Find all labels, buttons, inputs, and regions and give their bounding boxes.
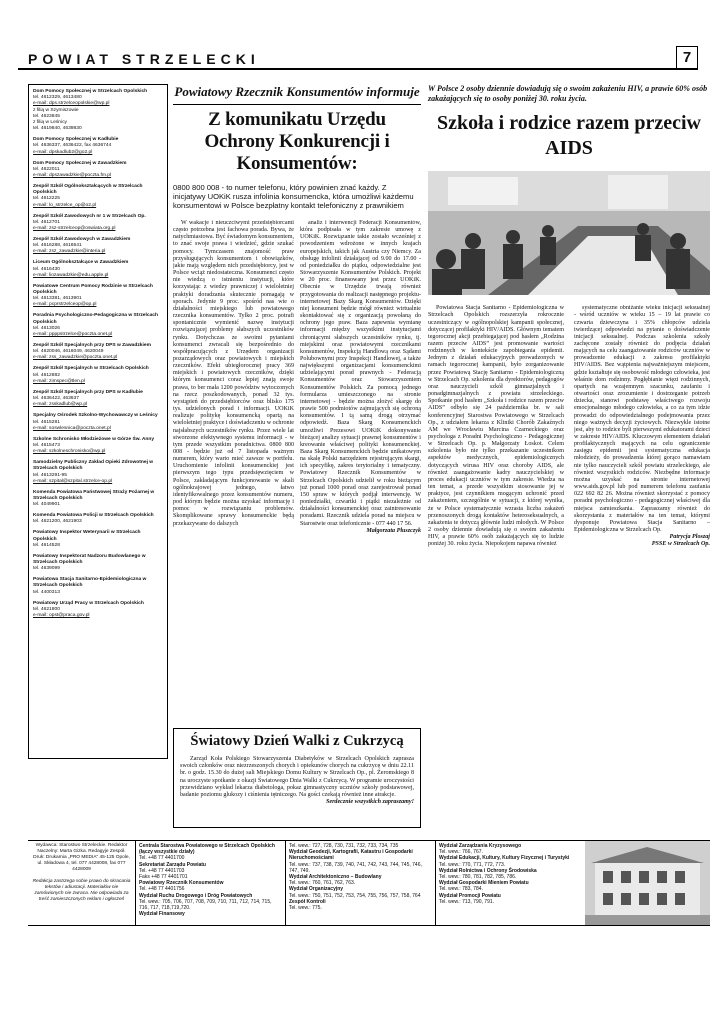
page-header [18,48,698,70]
directory-phone: tel. 4612882 [33,372,60,378]
diabetes-headline: Światowy Dzień Walki z Cukrzycą [190,733,404,749]
department-phones: Faks +48 77 4401701 [139,874,188,881]
directory-email[interactable]: e-mail: opst@praca.gov.pl [33,612,90,618]
diabetes-day-box [173,728,421,828]
department-name: Centrala Starostwa Powiatowego w Strzelcach Opolskich (łączy wszystkie działy) [139,843,275,856]
directory-entry-title: Zespół Szkół Ogólnokształcących w Strzelcach Opolskich [33,184,143,196]
article-headline: Z komunikatu Urzędu Ochrony Konkurencji i Konsumentów: [204,109,390,174]
aids-article [428,84,710,775]
directory-entry [33,554,163,573]
department-phones: Tel. wew.: 727, 728, 730, 731, 732, 733, 734, 735 [289,843,399,849]
directory-phone: tel. 4615281 [33,419,60,425]
directory-phone: tel. 4613381, 4613901 [33,296,82,302]
directory-entry [33,184,163,209]
directory-email[interactable]: e-mail: zsz_zawadzkie@interia.pl [33,249,106,255]
directory-entry-title: Specjalny Ośrodek Szkolno-Wychowawczy w Leśnicy [33,413,158,419]
article-lead: 0800 800 008 - to numer telefonu, który powinien znać każdy. Z inicjatywy UOKiK rusza infolinia konsumencka, która umożliwi każdemu konsumentowi w Polsce bezpłatny kontakt telefoniczny z prawnikiem [173,183,414,210]
phones-column-1 [136,841,286,925]
directory-entry-title: Samodzielny Publiczny Zakład Opieki Zdrowotnej w Strzelcach Opolskich [33,460,154,472]
directory-email[interactable]: e-mail: dpszawadzkie@poczta.fm.pl [33,173,112,179]
directory-entry-title: Liceum Ogólnokształcące w Zawadzkiem [33,260,129,266]
department-phones: Tel. wew.: 750, 751, 752, 753, 754, 755, 756, 757, 758, 764 [289,892,421,899]
directory-entry [33,89,163,132]
directory-entry [33,284,163,309]
directory-entry-title: Zespół Szkół Specjalnych przy DPS w Kadłubie [33,389,143,395]
directory-entry [33,237,163,256]
aids-column-2: systematyczne obniżanie wieku inicjacji seksualnej - wśród uczniów w wieku 15 – 19 lat prawie co czwarta dziewczyna i 35% chłopców udziela twierdzącej odpowiedzi na pytanie o doświadczenie inicjacji seksualnej. Podczas szkolenia szkoły zachęcone zostały również do podjęcia działań mających na celu zaangażowanie rodziców uczniów w prowadzenie edukacji z zakresu profilaktyki HIV/AIDS. Bez wątpienia najważniejszym miejscem, gdzie kształtuje się osobowość młodego człowieka, jest właśnie dom rodzinny. Pogłębianie więzi rodzinnych, opartych na wzajemnym szacunku, zaufaniu i otwartości oraz zrozumienie i dostrzeganie potrzeb dziecka, stanowi podstawę właściwego rozwoju emocjonalnego młodego człowieka, a co za tym idzie prowadzi do odpowiedzialnego podejmowania przez niego ważnych decyzji życiowych. Niezwykle istotne jest, aby to rodzice byli pierwszymi edukatorami dzieci w zakresie HIV/AIDS. Kluczowym elementem działań profilaktycznych mających na celu ograniczenie zasięgu epidemii jest systematyczna edukacja młodzieży, do prowadzenia której gorąco namawiam nie tylko nauczycieli szkół powiatu strzeleckiego, ale również wszystkich rodziców. Niezbędne informacje można uzyskać na stronie internetowej www.aids.gov.pl lub pod numerem telefonu zaufania 022 692 82 26. Można również skorzystać z pomocy poradni psychologiczno - pedagogicznej właściwej dla miejsca zamieszkania. Zapraszamy również do skorzystania z materiałów na ten temat, którymi dysponuje Powiatowa Stacja Sanitarno – Epidemiologiczna w Strzelcach Op. Patrycja Ploszaj PSSE w Strzelcach Op. [574,305,710,548]
department-name: Wydział Edukacji, Kultury, Kultury Fizycznej i Turystyki [439,855,570,862]
department-name: Wydział Finansowy [139,911,185,918]
department-phones: Tel. wew.: 713, 790, 791. [439,898,495,905]
directory-phone: tel. 4049901 [33,502,60,508]
building-photo-image [585,841,710,925]
section-title: POWIAT STRZELECKI [28,51,260,67]
department-name: Wydział Architektoniczno – Budowlany [289,874,382,881]
consumer-article [173,84,421,685]
directory-entry [33,577,163,596]
directory-email[interactable]: e-mail: zimspec@tlen.pl [33,378,85,384]
directory-email[interactable]: e-mail: szpital@szpital.strzelce-op.pl [33,478,113,484]
directory-entry-title: Powiatowy Inspektorat Nadzoru Budowlanego w Strzelcach Opolskich [33,553,146,565]
directory-email[interactable]: e-mail: pcprstrzelceop@op.pl [33,302,97,308]
directory-entry [33,490,163,509]
directory-entry [33,161,163,180]
department-name: Wydział Ruchu Drogowego i Dróg Powiatowych [139,892,253,899]
directory-email[interactable]: e-mail: soswlesnica@poczta.onet.pl [33,425,111,431]
directory-entry-title: Dom Pomocy Społecznej w Kadłubie [33,137,119,143]
directory-entry-title: Zespół Szkół Specjalnych w Strzelcach Opolskich [33,366,149,372]
page-number: 7 [676,46,698,70]
directory-entry [33,366,163,385]
directory-phone: tel. 4616288, 4616541 [33,243,82,249]
footer-contacts [28,840,710,926]
directory-email[interactable]: e-mail: ppppstrzelce@poczta.onet.pl [33,332,113,338]
directory-entry [33,460,163,485]
directory-entry-title: Powiatowy Urząd Pracy w Strzelcach Opolskich [33,600,144,606]
department-name: Sekretariat Zarządu Powiatu [139,861,206,868]
department-name: Wydział Gospodarki Mieniem Powiatu [439,880,529,887]
directory-entry-title: Powiatowe Centrum Pomocy Rodzinie w Strzelcach Opolskich [33,283,153,296]
directory-phone: tel. 4613026 [33,325,60,331]
directory-entry [33,513,163,525]
directory-entry [33,530,163,549]
department-name: Wydział Organizacyjny [289,886,344,893]
aids-intro: W Polsce 2 osoby dziennie dowiadują się o swoim zakażeniu HIV, a prawie 60% osób zakażających się to osoby poniżej 30. roku życia. [428,84,708,103]
directory-phone: tel. 4636337, 4636422, fax 4636744 [33,143,112,149]
directory-entry-title: Poradnia Psychologiczno-Pedagogiczna w Strzelcach Opolskich [33,313,159,325]
directory-entry-title: Szkolne Schronisko Młodzieżowe w Górze Św. Anny [33,436,155,442]
aids-headline: Szkoła i rodzice razem przeciw AIDS [437,112,701,160]
conference-photo-image [428,171,710,295]
directory-phone: tel. 4615473 [33,442,60,448]
directory-entry [33,214,163,233]
directory-phone: tel. 4623845 [33,113,60,119]
department-phones: Tel. +48 77 4401703 [139,867,185,874]
directory-email[interactable]: e-mail: szkolneschronisko@wp.pl [33,449,106,455]
directory-entry [33,413,163,432]
directory-email[interactable]: e-mail: lo_strzelce_op@o2.pl [33,202,97,208]
imprint [28,841,136,925]
directory-email[interactable]: e-mail: dpskadlub2@go2.pl [33,149,93,155]
institutions-directory [28,84,168,759]
department-name: Powiatowy Rzecznik Konsumentów [139,880,224,887]
directory-entry-title: Komenda Powiatowa Państwowej Straży Pożarnej w Strzelcach Opolskich [33,489,155,501]
directory-email[interactable]: e-mail: zsskadlub@wp.pl [33,402,88,408]
department-name: Wydział Zarządzania Kryzysowego [439,843,522,849]
directory-phone: tel. 4621800 [33,606,60,612]
directory-entry [33,260,163,279]
directory-phone: tel. 4612225 [33,196,60,202]
department-phones: Tel. +48 77 4401700 [139,855,185,862]
directory-entry [33,343,163,362]
directory-phone: tel. 4613291-95 [33,472,67,478]
directory-phone: tel. 4400313 [33,589,60,595]
phones-column-3 [436,841,585,925]
directory-phone: tel. 4621200, 4621903 [33,519,82,525]
article-kicker: Powiatowy Rzecznik Konsumentów informuje [173,84,421,105]
department-phones: Tel. wew.: 770, 771, 772, 773. [439,861,506,868]
directory-entry [33,601,163,620]
imprint-text: Wydawca: Starostwo Strzeleckie. Redaktor Naczelny: Marta Gizka. Redagује Zespół. Druk: Drukarnia „PRO MEDIA” 45-125 Opole, ul. Składowa 4, tel. 077 4428008, fax 077 4428009 [33,843,130,872]
department-phones: Tel. wew.: 775. [289,905,322,912]
department-phones: Tel. wew.: 780, 781, 782, 785, 786. [439,874,517,881]
department-name: Wydział Promocji Powiatu [439,892,501,899]
department-name: Wydział Rolnictwa i Ochrony Środowiska [439,867,537,874]
directory-entry-title: Powiatowy Inspektor Weterynarii w Strzelcach Opolskich [33,530,141,542]
diabetes-signature: Serdecznie wszystkich zapraszamy! [325,799,414,806]
article-column-2: analiz i interwencji Federacji Konsumentów, która podpisała w tym zakresie umowę z UOKiK. Rozwiązanie takie zostało wcześniej z powodzeniem wdrożone w innych krajach europejskich, takich jak Austria czy Niemcy. Za obsługę infolinii działającej od 9.00 do 17.00 - od poniedziałku do piątku, odpowiedzialne jest Stowarzyszenie Konsumentów Polskich. Projekt w 20 proc. finansowany jest przez UOKiK. Obecnie w Urzędzie trwają również przygotowania do realizacji następnego projektu- internetowej Bazy Skarg Konsumentów. Dzięki niej konsument będzie mógł również wirtualnie skontaktować się z organizacją powołaną do ochrony jego praw. Baza zapewnia wymianę informacji między wszystkimi instytucjami chroniącymi słabszych uczestników rynku, tj. miejskimi oraz powiatowymi rzecznikami konsumentów, Inspekcją Handlową oraz Sądami Polubownymi przy Inspekcji Handlowej, a także największymi organizacjami konsumenckimi udzielającymi porad prawnych - Federacją Konsumentów oraz Stowarzyszeniem Konsumentów Polskich. Za pomocą jednego formularza umieszczonego na stronie internetowej - będzie można złożyć skargę do prawie 500 podmiotów zajmujących się ochroną konsumentów. I tą samą drogą otrzymać odpowiedź. Baza Skarg Konsumenckich umożliwi Prezesowi UOKiK dokonywanie bieżącej analizy sytuacji prawnej konsumentów i kreowanie właściwej polityki konsumenckiej. Baza Skarg Konsumenckich będzie unikatowym na skalę Polski narzędziem rejestrującym skargi, ich specyfikę, zakres terytorialny i tematyczny. Powiatowy Rzecznik Konsumentów w Strzelcach Opolskich udzielił w roku bieżącym już ponad 1000 porad oraz zarejestrował ponad 150 spraw w których podjął interwencję. W poniedziałki, czwartki i piątki niezależnie od działalności konsumenckiej oraz zaintresowanie poradami. Rzecznik udziela porad na miejscu w Starostwie oraz telefonicznie - 077 440 17 56. Małgorzata Pluszczyk [300,220,421,534]
directory-phone: z filią w Leśnicy [33,120,67,126]
directory-email[interactable]: e-mail: zss_zawadzkie@poczta.onet.pl [33,355,118,361]
department-name: Wydział Geodezji, Kartografii, Katastru i Gospodarki Nieruchomościami [289,849,413,862]
directory-phone: tel. 4639099 [33,566,60,572]
directory-phone: tel. 4620046, 4616049, 4620049 [33,349,104,355]
phones-column-2 [286,841,436,925]
department-phones: Tel. wew.: 760, 761, 762, 763. [289,880,356,887]
directory-entry-title: Komenda Powiatowa Policji w Strzelcach Opolskich [33,513,154,519]
directory-phone: tel. 4636422, 463637 [33,396,79,402]
department-phones: Tel. wew.: 783, 784. [439,886,483,893]
directory-entry-title: Zespół Szkół Zawodowych nr 1 w Strzelcach Op. [33,213,146,219]
directory-phone: tel. 4619840, 4639830 [33,126,82,132]
directory-entry-title: Dom Pomocy Społecznej w Strzelcach Opolskich [33,89,148,94]
directory-entry [33,137,163,156]
directory-phone: tel. 4614528 [33,542,60,548]
article-signature: Małgorzata Pluszczyk [366,527,421,534]
diabetes-body: Zarząd Koła Polskiego Stowarzyszenia Diabetyków w Strzelcach Opolskich zaprasza swoich członków oraz niezrzeszonych chorych i opiekunów chorych na cukrzycę w dniu 22.11 br. o godz. 15.30 do dużej sali Miejskiego Domu Kultury w Strzelcach Op., pl. Żeromskiego 8 na uroczyste spotkanie z okazji Światowego Dnia Walki z Cukrzycą. W programie uroczystości przewidziano wykład lekarza diabetologa, pokaz gimnastyczny uczniów szkoły podstawowej, badanie poziomu glukozy i ciśnienia tętniczego. Na gości czekają również inne atrakcje. Serdecznie wszystkich zapraszamy! [180,756,414,806]
directory-entry-title: Powiatowa Stacja Sanitarno-Epidemiologiczna w Strzelcach Opolskich [33,577,147,589]
directory-entry [33,437,163,456]
department-phones: Tel. wew.: 737, 738, 739, 740, 741, 742, 743, 744, 745, 746, 747, 749. [289,861,422,874]
directory-phone: tel. 4616430 [33,266,60,272]
department-name: Zespół Kontroli [289,898,326,905]
department-phones: Tel. +48 77 4401756 [139,886,185,893]
building-photo [585,841,710,925]
directory-entry-title: Zespół Szkół Specjalnych przy DPS w Zawadzkiem [33,343,151,349]
directory-entry-title: Zespół Szkół Zawodowych w Zawadzkiem [33,237,131,243]
directory-email[interactable]: e-mail: dps.strzelceopolskie@wp.pl [33,101,110,107]
imprint-note: Redakcja zastrzega sobie prawo do skracania tekstów i adiustacji. Materiałów nie zamówionych nie zwraca. Nie odpowiada za treść zamieszczonych reklam i ogłoszeń [32,879,131,902]
directory-phone: tel. 4612329, 4613480 [33,95,82,101]
conference-photo [428,171,710,295]
directory-email[interactable]: e-mail: zsz-strzelceop@oswiata.org.pl [33,226,116,232]
directory-entry [33,313,163,338]
directory-entry-title: Dom Pomocy Społecznej w Zawadzkiem [33,160,127,166]
aids-signature-org: PSSE w Strzelcach Op. [651,541,710,548]
article-column-1: W wakacje i nieuczciwymi przedsiębiorcami często potrzebna jest fachowa porada. Bywa, że natychmiastowa. Być świadomym konsumentem, to znać swoje prawa i wiedzieć, gdzie szukać pomocy. Tymczasem znajomość praw przysługujących konsumentom i obowiązków, jakie mają względem nich przedsiębiorcy, jest w Polsce wciąż niedostateczna. Konsumenci często nie wiedzą o istnieniu instytucji, które korzystając z wiedzy prawniczej i wieloletniej praktyki doradzania skutecznie pomagają w sporach. Jedynie 9 proc. spośród nas wie o działalności miejskiego lub powiatowego rzecznika konsumentów. Tylko 2 proc. potrafi spontanicznie wymienić nazwę instytucji rozwiązującej problemy słabszych uczestników rynku. Dotychczas ze swoimi pytaniami konsumenci zwracali się bezpośrednio do współpracujących z Urzędem organizacji pozarządowych oraz powiatowych i miejskich rzeczników. Efekt ubiegłorocznej pracy 369 miejskich i powiatowych rzeczników, dzięki którym konsumenci coraz lepiej znają swoje prawa, to ber mała 1200 powództw wytoczonych na rzecz poszkodowanych, ponad 32 tys. wystąpień do przedsiębiorców oraz blisko 175 tys. udzielonych porad i informacji. UOKiK realizuje politykę konsumencką opartą na wieloletniej praktyce i doświadczeniu w ochronie najsłabszych uczestników rynku. Przez wiele lat stworzone efektywnego systemu informacji - w tym przede wszystkim poradnictwa. 0800 800 008 - będzie już od 7 listopada ważnym numerem, który warto mieć zawsze w portfelu. Uruchomienie infolinii konsumenckiej jest pierwszym tego typu przedsięwzięciem w Polsce, zakładającym funkcjonowanie w skali ogólnokrajowej jednego, łatwo identyfikowalnego przez konsumentów numeru, pod którym będzie można uzyskać informację i pomoc w rozwiązaniu problemów. Skomplikowane sprawy konsumenckie będą przekazywane do dalszych [173,220,294,527]
department-phones: Tel. wew.: 766, 767. [439,849,483,856]
directory-email[interactable]: e-mail: liozawadzkie@edu.apple.pl [33,272,109,278]
directory-phone: tel. 4622011 [33,166,60,172]
aids-signature-name: Patrycja Ploszaj [669,534,710,541]
directory-phone: tel. 4612701 [33,219,60,225]
aids-column-1: Powiatowa Stacja Sanitarno - Epidemiologiczna w Strzelcach Opolskich rozszerzyła rokrocznie uczestniczący w ogólnopolskiej kampanii społecznej, dotyczącej profilaktyki HIV/AIDS. Głównym tematem tegorocznej akcji przebiegającej pod hasłem „Rodzina razem przeciw AIDS” jest promowanie wartości rodzinnych w kontekście zapobiegania epidemii. Jednym z działań edukacyjnych prowadzonych w ramach tegorocznej kampanii, było zorganizowanie przez Powiatową Stację Sanitarno - Epidemiologiczną w Strzelcach Op. szkolenia dla dyrektorów, pedagogów oraz nauczycieli szkół gimnazjalnych i ponadgimnazjalnych z powiatu strzeleckiego. Spotkanie pod hasłem „Szkoła i rodzice razem przeciw AIDS” odbyło się 24 października br. w sali konferencyjnej Starostwa Powiatowego w Strzelcach Op., z udziałem lekarza z Kliniki Chorób Zakaźnych AM we Wrocławiu Marcina Czarneckiego oraz psychologa z Poradni Psychologiczno - Pedagogicznej w Strzelcach Op. p. Małgorzaty Łoskot. Celem szkolenia było nie tylko przekazanie uczestnikom aspektów medycznych, epidemiologicznych dotyczących wirusa HIV oraz choroby AIDS, ale również zaangażowanie kadry nauczycielskiej w proces edukacji uczniów w tym zakresie. Wiedza na ten temat, a przede wszystkim stosowanie jej w praktyce, jest czynnikiem mogącym uchronić przed zakażeniem, szczególnie w sytuacji, z której wynika, że w Polsce systematycznie wzrasta liczba zakażeń przenoszonych drogą kontaktów heteroseksualnych, a zakażenia te dotyczą głównie ludzi młodych. W Polsce 2 osoby dziennie dowiadują się o swoim zakażeniu HIV, a prawie 60% osób zakażających się to ludzie poniżej 30. roku życia. Niepokojem napawa również [428,305,564,548]
directory-phone: z filią w Szymiszowie [33,107,79,113]
department-phones: Tel. wew.: 705, 706, 707, 708, 709, 710, 711, 712, 714, 715, 716, 717, 718,719,720. [139,898,272,912]
directory-entry [33,390,163,409]
